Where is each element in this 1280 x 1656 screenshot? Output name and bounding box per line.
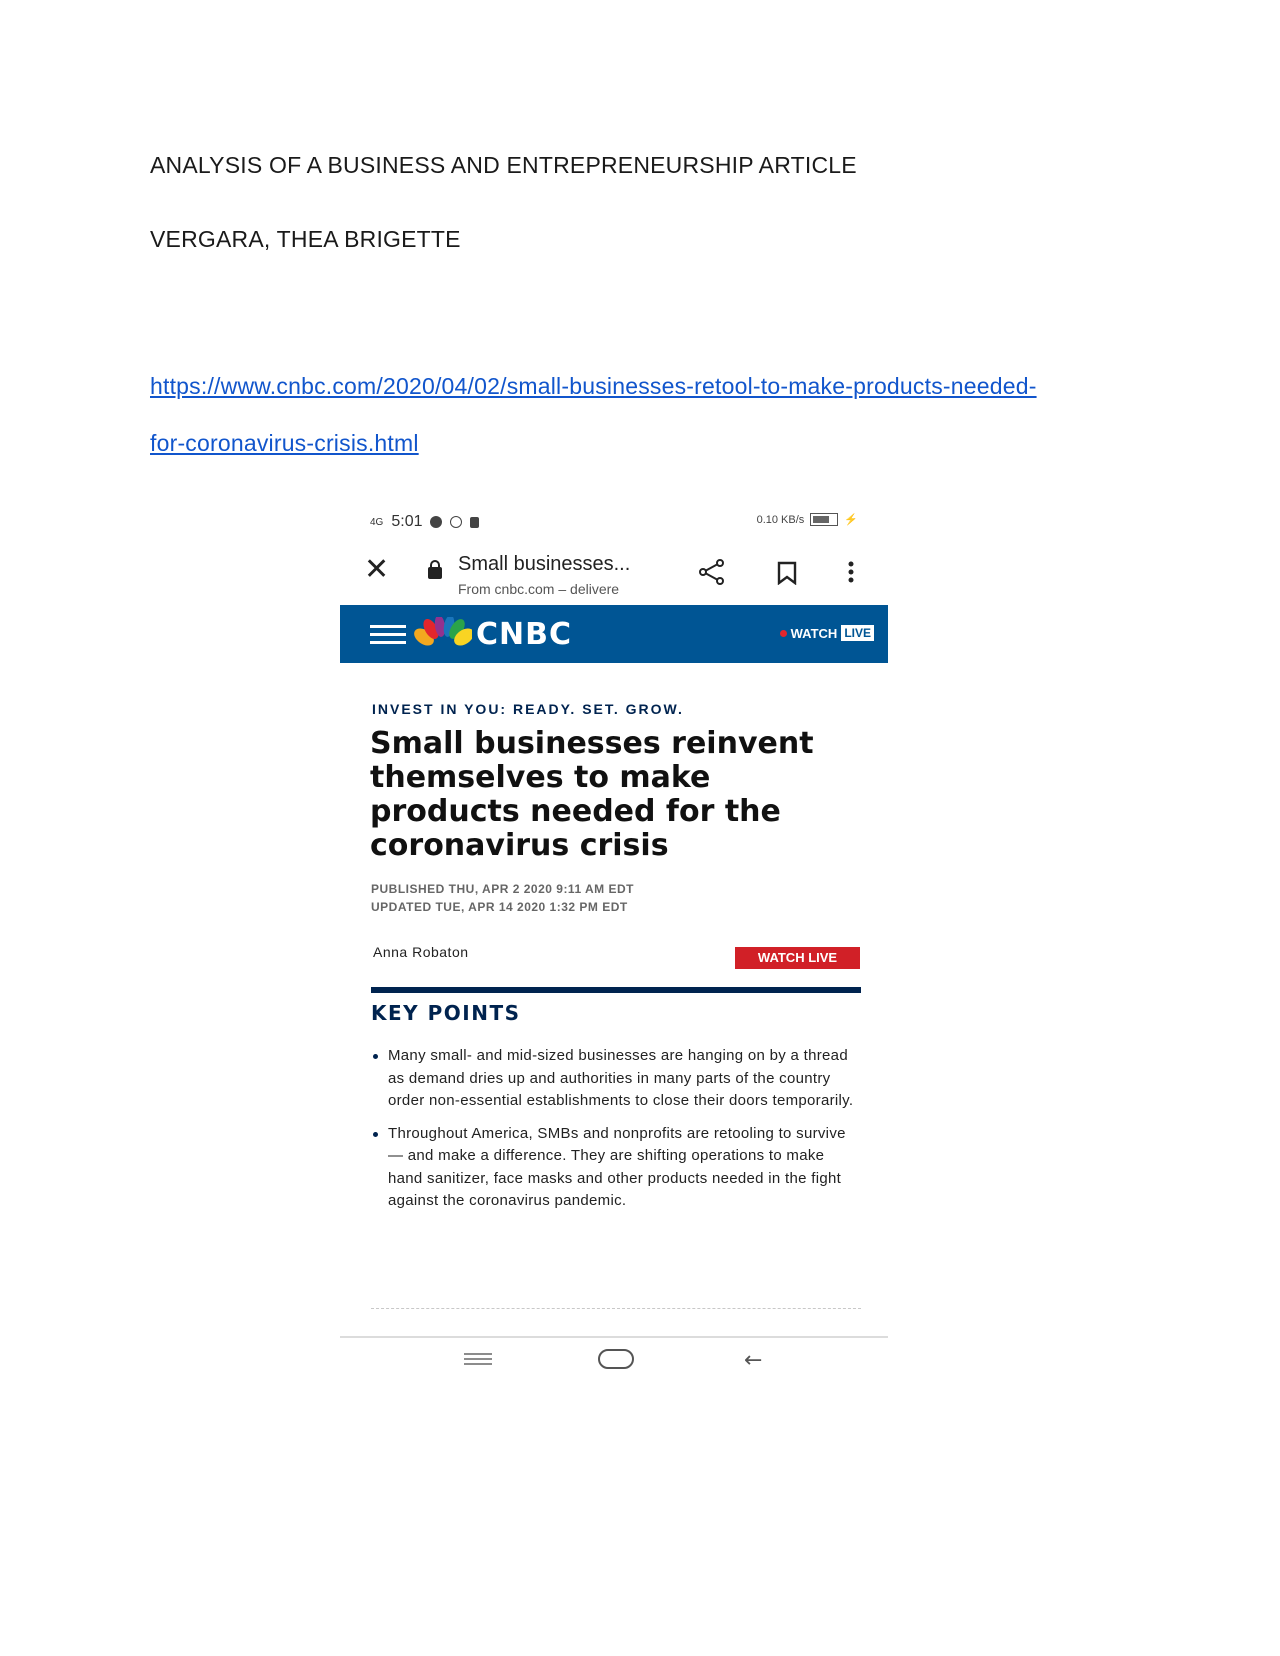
watch-label: WATCH xyxy=(790,625,838,641)
article-dates xyxy=(371,880,634,916)
lock-icon xyxy=(428,567,442,579)
key-points-divider xyxy=(371,987,861,993)
bookmark-icon[interactable] xyxy=(776,561,798,590)
charging-icon: ⚡ xyxy=(844,514,858,526)
key-points-heading: KEY POINTS xyxy=(371,1001,521,1025)
article-headline: Small businesses reinvent themselves to make products needed for the coronavirus crisis xyxy=(370,726,814,863)
article-link-line-2[interactable]: for-coronavirus-crisis.html xyxy=(150,430,419,456)
status-bar xyxy=(340,505,888,541)
more-options-icon[interactable] xyxy=(848,561,854,588)
page-source: From cnbc.com – delivere xyxy=(458,581,620,597)
browser-toolbar xyxy=(340,541,888,605)
article-kicker[interactable]: INVEST IN YOU: READY. SET. GROW. xyxy=(372,701,684,717)
live-dot-icon xyxy=(780,630,787,637)
status-time: 5:01 xyxy=(391,513,423,530)
battery-icon xyxy=(810,513,838,526)
android-nav-bar xyxy=(340,1338,888,1378)
key-points-list xyxy=(371,1045,861,1223)
document-title: ANALYSIS OF A BUSINESS AND ENTREPRENEURSHIP ARTICLE xyxy=(150,152,857,178)
watch-live-link[interactable] xyxy=(780,625,874,641)
live-badge: LIVE xyxy=(841,625,874,641)
key-point-text: Throughout America, SMBs and nonprofits are retooling to survive — and make a difference. They are shifting operations to make hand sanitizer, face masks and other products needed in the fight against the coronavirus pandemic. xyxy=(388,1124,846,1209)
article-author[interactable]: Anna Robaton xyxy=(373,944,469,960)
sim-icon xyxy=(470,517,479,528)
article-link-line-1[interactable]: https://www.cnbc.com/2020/04/02/small-businesses-retool-to-make-products-needed- xyxy=(150,373,1037,399)
page-title: Small businesses... xyxy=(458,553,631,575)
back-icon[interactable]: ← xyxy=(744,1348,763,1373)
signal-indicator: 4G xyxy=(370,516,384,528)
bullet-icon xyxy=(373,1054,378,1059)
watch-live-button[interactable]: WATCH LIVE xyxy=(735,947,860,969)
recents-icon[interactable] xyxy=(464,1352,492,1371)
document-author: VERGARA, THEA BRIGETTE xyxy=(150,226,461,252)
key-point xyxy=(371,1123,861,1213)
cnbc-header xyxy=(340,605,888,663)
key-point-text: Many small- and mid-sized businesses are hanging on by a thread as demand dries up and authorities in many parts of the country order non-essential establishments to close their doors temporarily. xyxy=(388,1047,854,1109)
phone-screenshot xyxy=(340,505,888,1375)
published-date: PUBLISHED THU, APR 2 2020 9:11 AM EDT xyxy=(371,882,635,896)
home-icon[interactable] xyxy=(598,1349,634,1369)
bullet-icon xyxy=(373,1132,378,1137)
peacock-logo xyxy=(414,617,472,654)
sync-icon xyxy=(450,516,462,528)
share-icon[interactable] xyxy=(698,559,726,590)
close-icon[interactable]: ✕ xyxy=(364,552,390,587)
cnbc-wordmark[interactable]: CNBC xyxy=(476,617,573,652)
messenger-icon xyxy=(430,516,442,528)
key-point xyxy=(371,1045,861,1113)
hamburger-menu-icon[interactable] xyxy=(370,625,406,645)
network-speed: 0.10 KB/s xyxy=(756,513,805,526)
section-divider xyxy=(371,1308,861,1309)
updated-date: UPDATED TUE, APR 14 2020 1:32 PM EDT xyxy=(371,900,628,914)
